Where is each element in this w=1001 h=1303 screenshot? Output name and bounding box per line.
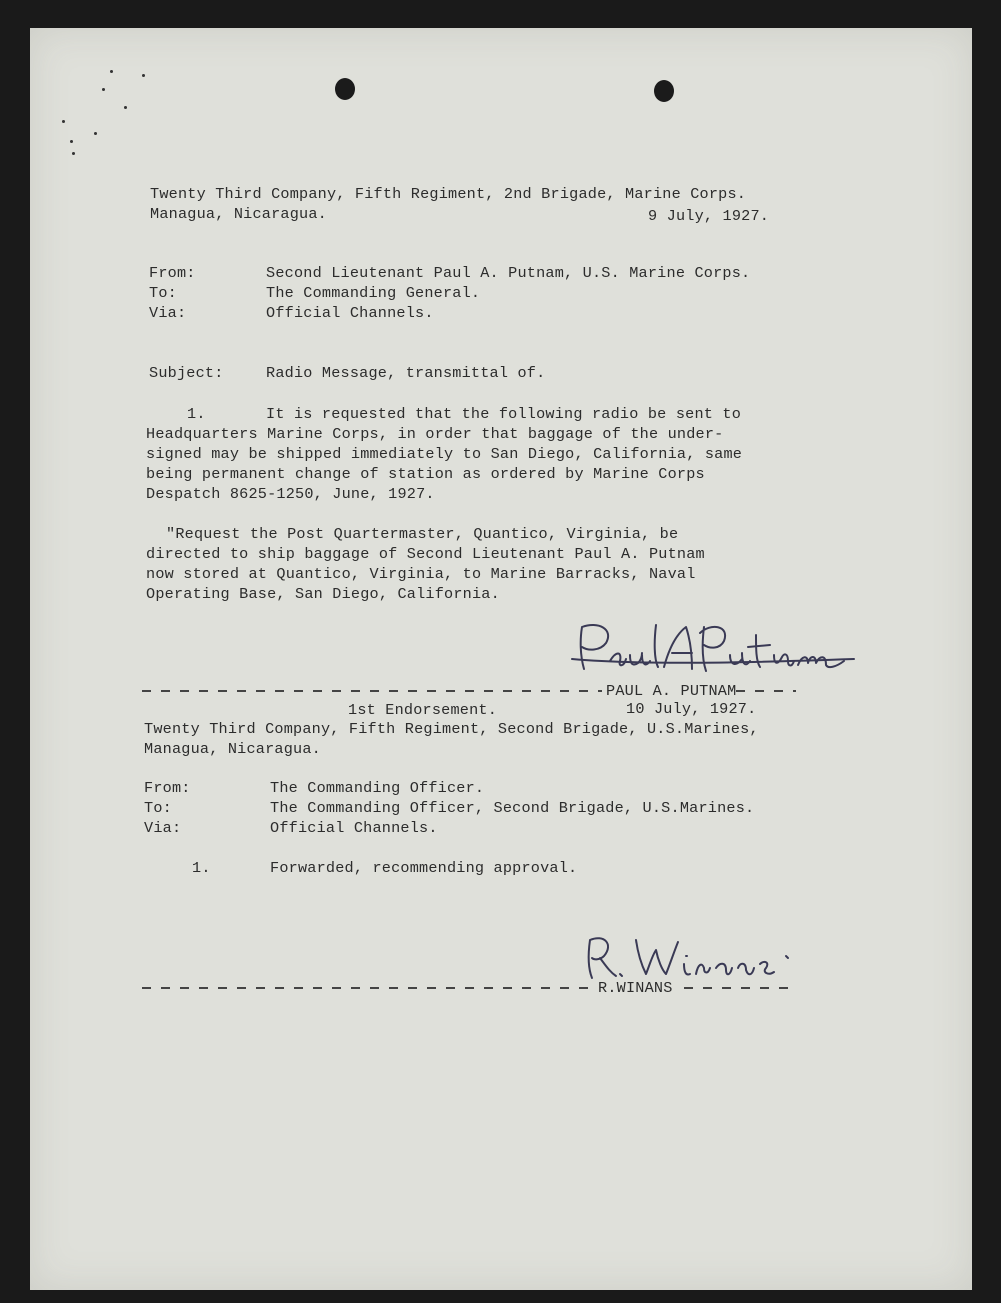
endorsement-title: 1st Endorsement. [348,701,498,719]
paragraph-line: It is requested that the following radio be sent to [266,405,742,423]
endorsement-header-unit: Twenty Third Company, Fifth Regiment, Second Brigade, U.S.Marines, [144,720,759,738]
punch-hole-right [654,80,674,102]
typed-signature-winans: R.WINANS [598,979,673,997]
subject-label: Subject: [149,364,224,382]
endorsement-via-value: Official Channels. [270,819,438,837]
via-label: Via: [149,304,187,322]
dashed-separator-winans-tail [684,985,794,991]
endorsement-paragraph-text: Forwarded, recommending approval. [270,859,578,877]
endorsement-to-label: To: [144,799,172,817]
quote-line: directed to ship baggage of Second Lieutenant Paul A. Putnam [146,545,705,563]
ink-speck [62,120,65,123]
endorsement-from-value: The Commanding Officer. [270,779,485,797]
to-value: The Commanding General. [266,284,481,302]
quote-line: now stored at Quantico, Virginia, to Marine Barracks, Naval [146,565,696,583]
letter-header-unit: Twenty Third Company, Fifth Regiment, 2nd Brigade, Marine Corps. [150,185,747,203]
endorsement-paragraph-number: 1. [192,859,211,877]
ink-speck [102,88,105,91]
dashed-separator-winans [142,985,592,991]
ink-speck [94,132,97,135]
punch-hole-left [335,78,355,100]
endorsement-date: 10 July, 1927. [626,700,757,718]
letter-header-place: Managua, Nicaragua. [150,205,327,223]
endorsement-to-value: The Commanding Officer, Second Brigade, U.S.Marines. [270,799,755,817]
ink-speck [142,74,145,77]
paragraph-line: Headquarters Marine Corps, in order that baggage of the under- [146,425,724,443]
paragraph-number: 1. [187,405,206,423]
typed-signature-putnam: PAUL A. PUTNAM [606,682,737,700]
from-label: From: [149,264,196,282]
ink-speck [70,140,73,143]
via-value: Official Channels. [266,304,434,322]
ink-speck [72,152,75,155]
handwritten-signature-putnam [560,615,860,685]
subject-value: Radio Message, transmittal of. [266,364,546,382]
endorsement-header-place: Managua, Nicaragua. [144,740,321,758]
endorsement-from-label: From: [144,779,191,797]
quote-line: Operating Base, San Diego, California. [146,585,500,603]
quote-line: "Request the Post Quartermaster, Quantico, Virginia, be [166,525,679,543]
paragraph-line: Despatch 8625-1250, June, 1927. [146,485,435,503]
paragraph-line: signed may be shipped immediately to San Diego, California, same [146,445,743,463]
ink-speck [110,70,113,73]
ink-speck [124,106,127,109]
letter-header-date: 9 July, 1927. [648,207,770,225]
endorsement-via-label: Via: [144,819,182,837]
dashed-separator-tail [736,688,796,694]
paragraph-line: being permanent change of station as ordered by Marine Corps [146,465,705,483]
dashed-separator [142,688,602,694]
to-label: To: [149,284,177,302]
from-value: Second Lieutenant Paul A. Putnam, U.S. Marine Corps. [266,264,751,282]
